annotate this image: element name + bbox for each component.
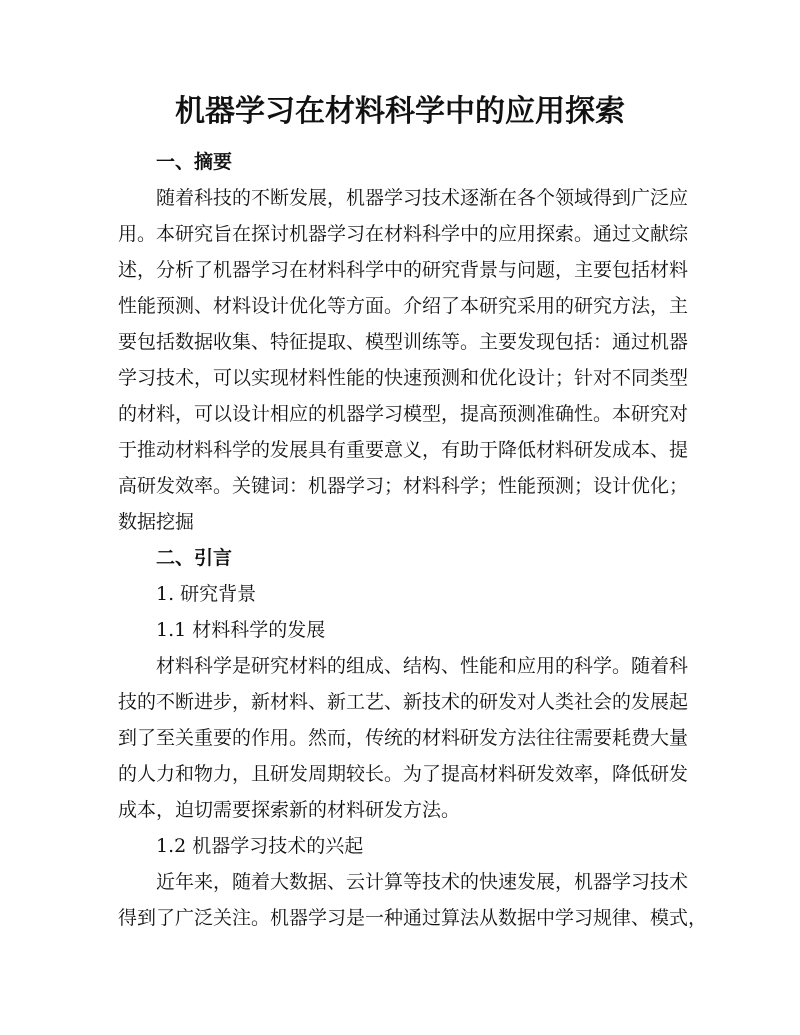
paragraph-line: 成本，迫切需要探索新的材料研发方法。 — [118, 799, 461, 821]
document-title: 机器学习在材料科学中的应用探索 — [175, 94, 625, 129]
paragraph-line: 得到了广泛关注。机器学习是一种通过算法从数据中学习规律、模式， — [118, 907, 708, 929]
paragraph-line: 材料科学是研究材料的组成、结构、性能和应用的科学。随着科 — [156, 655, 689, 677]
ml-rise-paragraph — [118, 864, 708, 936]
abstract-line: 高研发效率。关键词：机器学习；材料科学；性能预测；设计优化； — [118, 475, 689, 497]
abstract-line: 要包括数据收集、特征提取、模型训练等。主要发现包括：通过机器 — [118, 331, 689, 353]
abstract-line: 性能预测、材料设计优化等方面。介绍了本研究采用的研究方法，主 — [118, 295, 689, 317]
ml-rise-heading: 1.2 机器学习技术的兴起 — [156, 835, 364, 857]
document-body — [118, 144, 708, 936]
materials-science-paragraph — [118, 648, 689, 828]
abstract-line: 随着科技的不断发展，机器学习技术逐渐在各个领域得到广泛应 — [156, 187, 689, 209]
materials-science-development-heading: 1.1 材料科学的发展 — [156, 619, 326, 641]
paragraph-line: 技的不断进步，新材料、新工艺、新技术的研发对人类社会的发展起 — [118, 691, 689, 713]
paragraph-line: 近年来，随着大数据、云计算等技术的快速发展，机器学习技术 — [156, 871, 689, 893]
abstract-line: 用。本研究旨在探讨机器学习在材料科学中的应用探索。通过文献综 — [118, 223, 689, 245]
abstract-line: 数据挖掘 — [118, 511, 195, 533]
abstract-line: 述，分析了机器学习在材料科学中的研究背景与问题，主要包括材料 — [118, 259, 689, 281]
abstract-line: 学习技术，可以实现材料性能的快速预测和优化设计；针对不同类型 — [118, 367, 689, 389]
abstract-line: 于推动材料科学的发展具有重要意义，有助于降低材料研发成本、提 — [118, 439, 689, 461]
intro-heading: 二、引言 — [156, 547, 233, 569]
abstract-line: 的材料，可以设计相应的机器学习模型，提高预测准确性。本研究对 — [118, 403, 689, 425]
paragraph-line: 的人力和物力，且研发周期较长。为了提高材料研发效率，降低研发 — [118, 763, 689, 785]
abstract-paragraph — [118, 180, 689, 540]
paragraph-line: 到了至关重要的作用。然而，传统的材料研发方法往往需要耗费大量 — [118, 727, 689, 749]
abstract-heading: 一、摘要 — [156, 151, 233, 173]
research-background-heading: 1. 研究背景 — [156, 583, 257, 605]
